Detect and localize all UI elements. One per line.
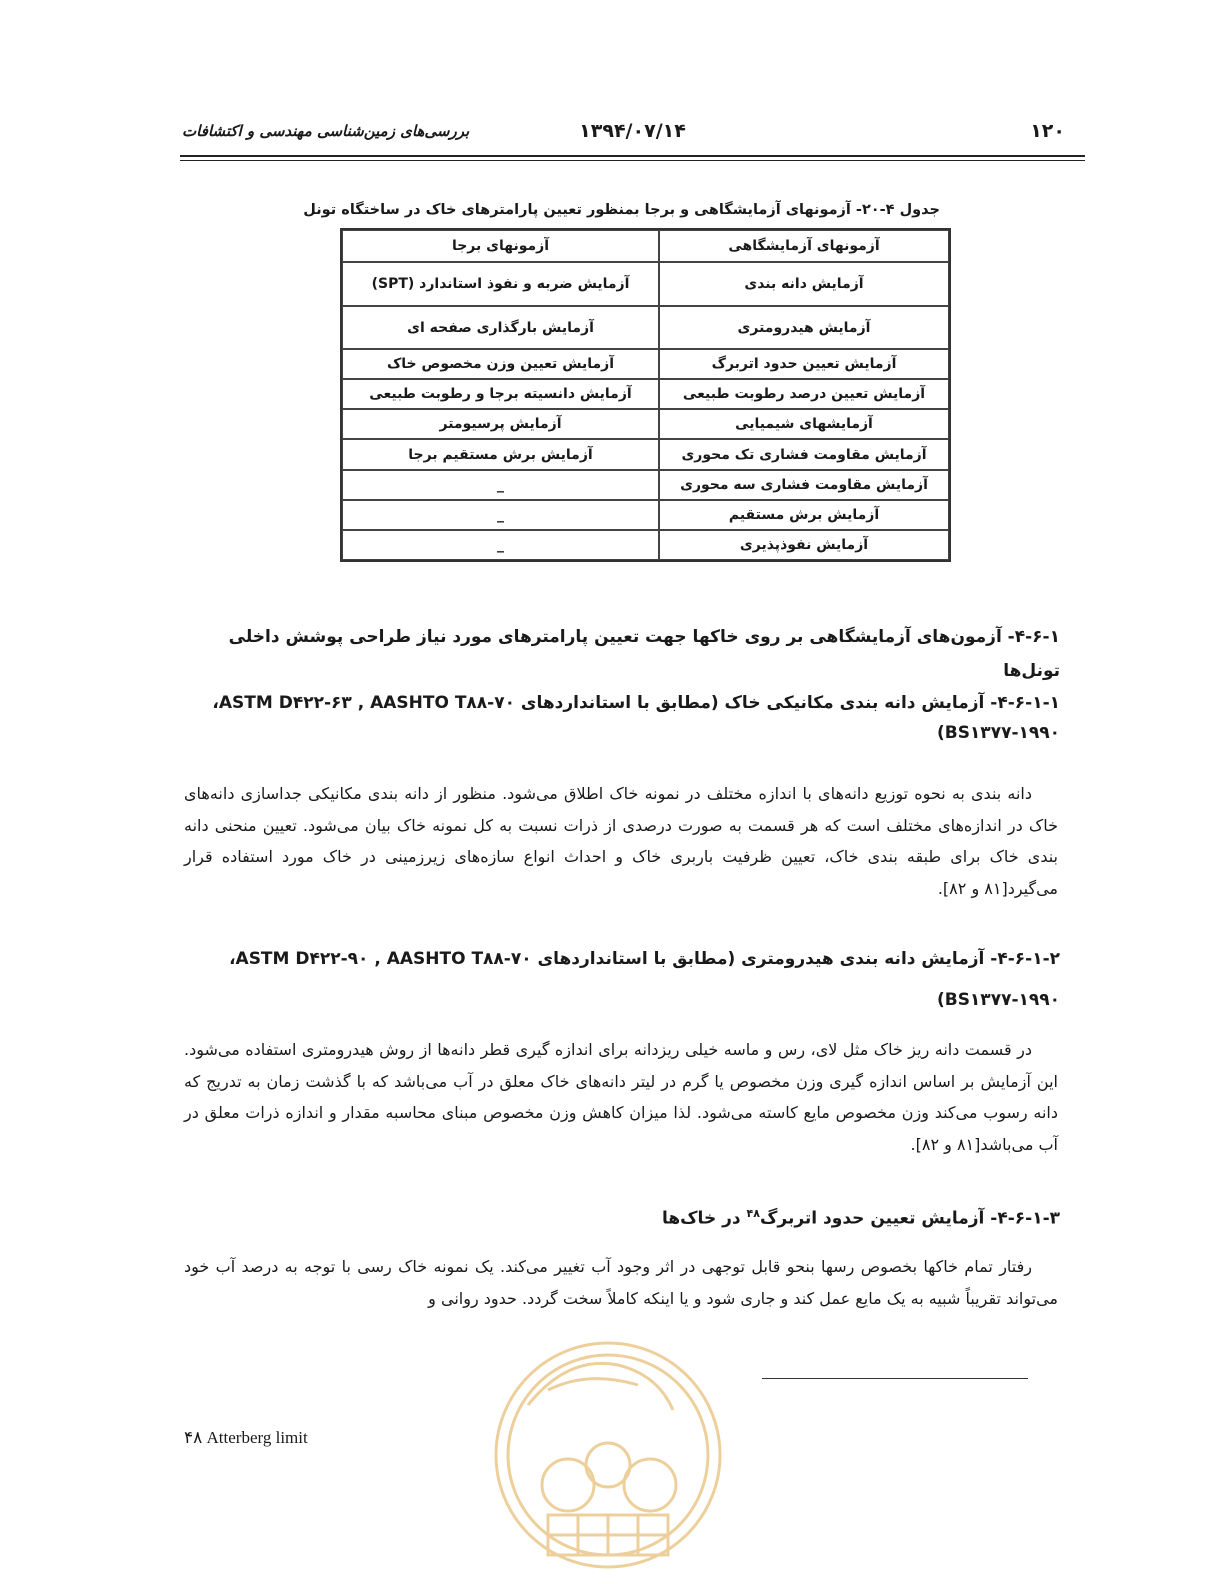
paragraph <box>184 778 1058 904</box>
table-cell-insitu: آزمایش برش مستقیم برجا <box>342 439 659 470</box>
subsection-heading: ۴-۶-۱-۱- آزمایش دانه بندی مکانیکی خاک (مطابق با استانداردهای ASTM D۴۲۲-۶۳ , AASHTO T۸۸-۷۰، <box>212 693 1060 713</box>
table-cell-lab: آزمایش تعیین حدود اتربرگ <box>659 349 949 379</box>
table-cell-lab: آزمایش برش مستقیم <box>659 500 949 530</box>
table-row <box>342 306 949 349</box>
table-cell-lab: آزمایش مقاومت فشاری تک محوری <box>659 439 949 470</box>
table-row <box>342 409 949 439</box>
table-cell-insitu: آزمایش تعیین وزن مخصوص خاک <box>342 349 659 379</box>
footnote-ref: ۴۸ <box>746 1207 760 1220</box>
table-cell-insitu: آزمایش ضربه و نفوذ استاندارد (SPT) <box>342 262 659 306</box>
table-row <box>342 439 949 470</box>
table-header-row <box>342 230 949 262</box>
column-header-lab: آزمونهای آزمایشگاهی <box>659 230 949 262</box>
subsection-heading: ۴-۶-۱-۲- آزمایش دانه بندی هیدرومتری (مطابق با استانداردهای ASTM D۴۲۲-۹۰ , AASHTO T۸۸-۷۰، <box>229 949 1060 969</box>
header-rule <box>180 155 1085 157</box>
table-cell-lab: آزمایش هیدرومتری <box>659 306 949 349</box>
table-caption: جدول ۴-۲۰- آزمونهای آزمایشگاهی و برجا بمنظور تعیین پارامترهای خاک در ساختگاه تونل <box>303 202 940 218</box>
table-cell-insitu: آزمایش پرسیومتر <box>342 409 659 439</box>
column-header-insitu: آزمونهای برجا <box>342 230 659 262</box>
table-cell-insitu: _ <box>342 530 659 560</box>
page-number: ۱۲۰ <box>1030 120 1065 142</box>
table-cell-insitu: آزمایش بارگذاری صفحه ای <box>342 306 659 349</box>
paragraph-text: رفتار تمام خاکها بخصوص رسها بنحو قابل توجهی در اثر وجود آب تغییر می‌کند. یک نمونه خاک رسی با توجه به درصد آب خود می‌تواند تقریباً شبیه به یک مایع عمل کند و جاری شود و یا اینکه کاملاً سخت گردد. حدود روانی و <box>184 1257 1058 1308</box>
heading-text-end: در خاک‌ها <box>661 1208 747 1229</box>
table-row <box>342 530 949 560</box>
subsection-heading-cont: BS۱۳۷۷-۱۹۹۰) <box>936 723 1060 743</box>
table-cell-lab: آزمایش تعیین درصد رطوبت طبیعی <box>659 379 949 409</box>
table-cell-insitu: آزمایش دانسیته برجا و رطوبت طبیعی <box>342 379 659 409</box>
table-cell-lab: آزمایشهای شیمیایی <box>659 409 949 439</box>
seal-logo-icon <box>488 1335 728 1584</box>
heading-text: ۴-۶-۱-۳- آزمایش تعیین حدود اتربرگ <box>759 1208 1060 1229</box>
table-cell-insitu: _ <box>342 470 659 500</box>
book-title: بررسی‌های زمین‌شناسی مهندسی و اکتشافات <box>182 122 470 140</box>
table-cell-lab: آزمایش مقاومت فشاری سه محوری <box>659 470 949 500</box>
paragraph <box>184 1251 1058 1314</box>
running-header <box>180 118 1085 148</box>
paragraph <box>184 1034 1058 1160</box>
subsection-heading-cont: BS۱۳۷۷-۱۹۹۰) <box>936 990 1060 1010</box>
table-cell-insitu: _ <box>342 500 659 530</box>
paragraph-text: در قسمت دانه ریز خاک مثل لای، رس و ماسه خیلی ریزدانه برای اندازه گیری قطر دانه‌ها از روش هیدرومتری استفاده می‌شود. این آزمایش بر اساس اندازه گیری وزن مخصوص یا گرم در لیتر دانه‌های خاک معلق در آب می‌باشد که با گذشت زمان به تدریج که دانه رسوب می‌کند وزن مخصوص مایع کاسته می‌شود. لذا میزان کاهش وزن مخصوص مبنای محاسبه مقدار و اندازه ذرات معلق در آب می‌باشد[۸۱ و ۸۲]. <box>184 1040 1058 1154</box>
header-date: ۱۳۹۴/۰۷/۱۴ <box>579 120 686 142</box>
section-heading: ۴-۶-۱- آزمون‌های آزمایشگاهی بر روی خاکها جهت تعیین پارامترهای مورد نیاز طراحی پوشش داخلی تونل‌ها <box>228 627 1060 681</box>
table-row <box>342 470 949 500</box>
footnote-rule <box>762 1378 1028 1379</box>
subsection-heading <box>180 1197 1060 1236</box>
header-rule-thin <box>180 160 1085 161</box>
footnote: ۴۸ Atterberg limit <box>184 1428 308 1447</box>
table-cell-lab: آزمایش دانه بندی <box>659 262 949 306</box>
paragraph-text: دانه بندی به نحوه توزیع دانه‌های با اندازه مختلف در نمونه خاک اطلاق می‌شود. منظور از دانه بندی مکانیکی جداسازی دانه‌های خاک در اندازه‌های مختلف است که هر قسمت به صورت درصدی از ذرات نسبت به کل نمونه خاک بیان می‌شود. تعیین منحنی دانه بندی خاک برای طبقه بندی خاک، تعیین ظرفیت باربری خاک و احداث انواع سازه‌های زیرزمینی در خاک مورد استفاده قرار می‌گیرد[۸۱ و ۸۲]. <box>184 784 1058 898</box>
table-cell-lab: آزمایش نفوذپذیری <box>659 530 949 560</box>
table-row <box>342 379 949 409</box>
tests-table <box>340 228 951 562</box>
table-row <box>342 349 949 379</box>
table-row <box>342 262 949 306</box>
table-row <box>342 500 949 530</box>
